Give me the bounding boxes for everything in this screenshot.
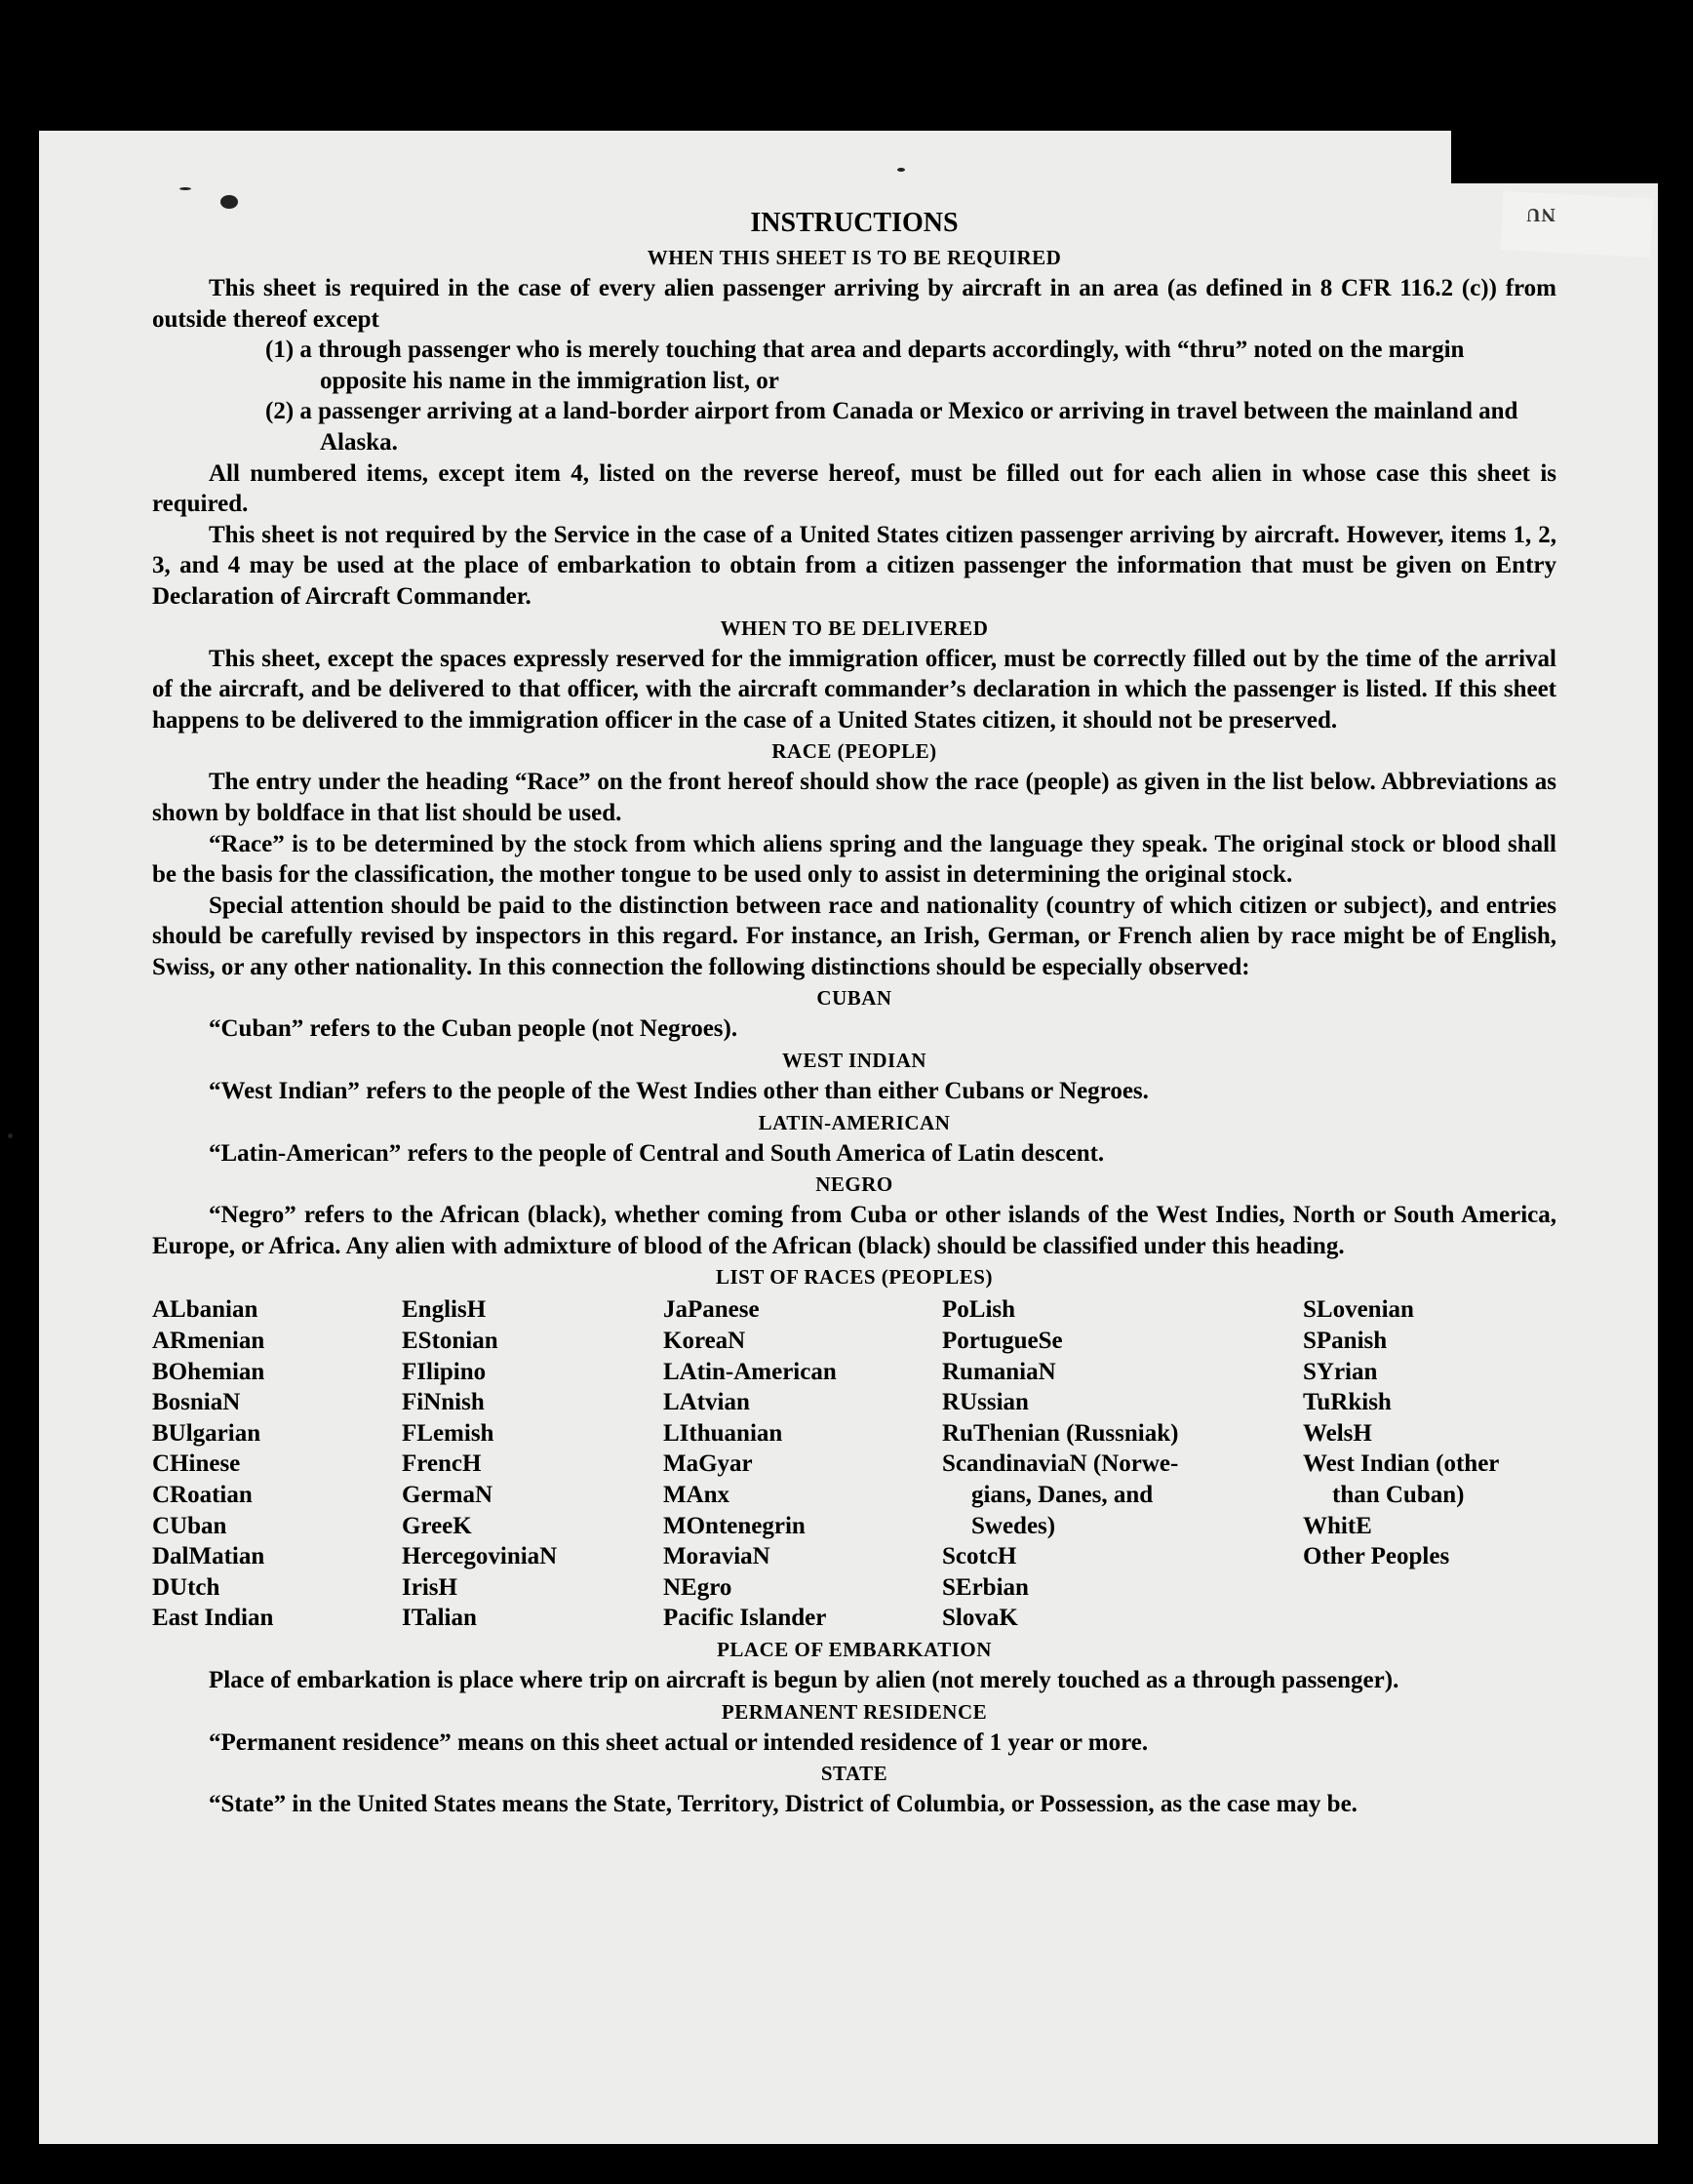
race-entry: EStonian [402,1328,498,1355]
heading-state: STATE [820,1762,888,1786]
race-entry: CHinese [152,1450,241,1478]
heading-west-indian: WEST INDIAN [781,1049,927,1073]
race-entry: ITalian [402,1605,477,1632]
races-list [152,1294,1556,1634]
race-entry: HercegoviniaN [402,1543,558,1570]
race-entry: SYrian [1303,1358,1378,1385]
race-entry: RumaniaN [942,1358,1056,1385]
race-entry: LIthuanian [663,1419,783,1447]
heading-residence: PERMANENT RESIDENCE [721,1699,988,1724]
race-entry: WelsH [1303,1419,1372,1447]
required-item-1: (1) a through passenger who is merely touching that area and departs accordingly, with “thru” noted on the margin opposite his name in the immigration list, or [265,337,1465,394]
race-entry: CRoatian [152,1482,253,1508]
heading-delivered: WHEN TO BE DELIVERED [720,615,989,640]
race-entry: MoraviaN [663,1543,770,1570]
races-column-5 [1303,1294,1556,1634]
latin-american-para: “Latin-American” refers to the people of Central and South America of Latin descent. [209,1139,1105,1167]
ink-speck [179,187,191,190]
instructions-content [152,205,1556,1820]
corner-code: NU [1525,204,1555,225]
embarkation-para: Place of embarkation is place where trip on aircraft is begun by alien (not merely touched as a through passenger). [209,1666,1399,1693]
race-entry: SErbian [942,1573,1029,1601]
race-entry: JaPanese [663,1296,760,1324]
race-entry: BosniaN [152,1389,241,1416]
race-entry: FiNnish [402,1389,485,1416]
race-entry: BUlgarian [152,1419,261,1447]
race-entry: CUban [152,1512,227,1539]
torn-corner [1451,131,1658,183]
race-entry: Other Peoples [1303,1543,1450,1570]
race-entry: WhitE [1303,1512,1372,1539]
race-entry: LAtvian [663,1389,750,1416]
race-entry: Swedes) [971,1512,1056,1539]
ink-speck [8,1133,13,1138]
race-entry: SPanish [1303,1328,1388,1355]
race-entry: KoreaN [663,1328,746,1355]
race-entry: DalMatian [152,1543,265,1570]
state-para: “State” in the United States means the State, Territory, District of Columbia, or Possession, as the case may be. [209,1791,1358,1818]
race-entry: FLemish [402,1419,494,1447]
race-entry: EnglisH [402,1296,487,1324]
race-entry: IrisH [402,1573,457,1601]
heading-negro: NEGRO [815,1172,893,1197]
race-entry: MOntenegrin [663,1512,806,1539]
ink-speck [897,168,905,172]
race-entry: PortugueSe [942,1328,1063,1355]
race-entry: MAnx [663,1482,730,1508]
heading-races-list: LIST OF RACES (PEOPLES) [716,1265,993,1290]
race-entry: BOhemian [152,1358,265,1385]
heading-required: WHEN THIS SHEET IS TO BE REQUIRED [647,246,1062,269]
race-entry: FrencH [402,1450,482,1478]
race-entry: gians, Danes, and [971,1482,1154,1508]
required-para-3: This sheet is not required by the Service in the case of a United States citizen passenger arriving by aircraft. However, items 1, 2, 3, and 4 may be used at the place of embarkation to obtain from a citizen passenger the information that must be given on Entry Declaration of Aircraft Commander. [152,521,1556,610]
race-entry: SlovaK [942,1605,1018,1632]
delivered-para: This sheet, except the spaces expressly reserved for the immigration officer, must be correctly filled out by the time of the arrival of the aircraft, and be delivered to that officer, with the aircraft commander’s declaration in which the passenger is listed. If this sheet happens to be delivered to the immigration officer in the case of a United States citizen, it should not be preserved. [152,645,1556,734]
race-entry: East Indian [152,1605,274,1632]
race-entry: West Indian (other [1303,1450,1500,1478]
race-entry: ALbanian [152,1296,258,1324]
required-item-2: (2) a passenger arriving at a land-border airport from Canada or Mexico or arriving in travel between the mainland and Alaska. [265,398,1518,456]
heading-race: RACE (PEOPLE) [771,739,937,764]
race-entry: ScandinaviaN (Norwe- [942,1450,1179,1478]
cuban-para: “Cuban” refers to the Cuban people (not Negroes). [209,1015,738,1043]
heading-latin-american: LATIN-AMERICAN [758,1110,951,1134]
races-column-1 [152,1294,402,1634]
race-entry: PoLish [942,1296,1016,1324]
heading-cuban: CUBAN [816,986,892,1011]
race-entry: LAtin-American [663,1358,837,1385]
residence-para: “Permanent residence” means on this sheet actual or intended residence of 1 year or more. [209,1728,1149,1756]
race-para-1: The entry under the heading “Race” on the front hereof should show the race (people) as given in the list below. Abbreviations as shown by boldface in that list should be used. [152,769,1556,826]
race-entry: RuThenian (Russniak) [942,1419,1179,1447]
races-column-2 [402,1294,663,1634]
race-entry: ScotcH [942,1543,1017,1570]
races-column-3 [663,1294,942,1634]
race-entry: GermaN [402,1482,493,1508]
race-entry: GreeK [402,1512,472,1539]
required-para-2: All numbered items, except item 4, listed on the reverse hereof, must be filled out for each alien in whose case this sheet is required. [152,459,1556,518]
race-entry: MaGyar [663,1450,753,1478]
race-entry: SLovenian [1303,1296,1414,1324]
race-entry: FIlipino [402,1358,487,1385]
page-title: INSTRUCTIONS [750,208,959,238]
race-para-3: Special attention should be paid to the distinction between race and nationality (country of which citizen or subject), and entries should be carefully revised by inspectors in this regard. For instance, an Irish, German, or French alien by race might be of English, Swiss, or any other nationality. In this connection the following distinctions should be especially observed: [152,892,1556,980]
race-entry: ARmenian [152,1328,265,1355]
races-column-4 [942,1294,1303,1634]
heading-embarkation: PLACE OF EMBARKATION [717,1637,992,1661]
race-entry: RUssian [942,1389,1029,1416]
required-intro: This sheet is required in the case of every alien passenger arriving by aircraft in an area (as defined in 8 CFR 116.2 (c)) from outside thereof except [152,275,1556,333]
race-entry: Pacific Islander [663,1605,827,1632]
race-entry: TuRkish [1303,1389,1392,1416]
race-entry: than Cuban) [1332,1482,1465,1508]
west-indian-para: “West Indian” refers to the people of the West Indies other than either Cubans or Negroes. [209,1078,1149,1105]
race-para-2: “Race” is to be determined by the stock from which aliens spring and the language they speak. The original stock or blood shall be the basis for the classification, the mother tongue to be used only to assist in determining the original stock. [152,830,1556,889]
negro-para: “Negro” refers to the African (black), whether coming from Cuba or other islands of the West Indies, North or South America, Europe, or Africa. Any alien with admixture of blood of the African (black) should be classified under this heading. [152,1202,1556,1259]
race-entry: NEgro [663,1573,732,1601]
race-entry: DUtch [152,1573,220,1601]
